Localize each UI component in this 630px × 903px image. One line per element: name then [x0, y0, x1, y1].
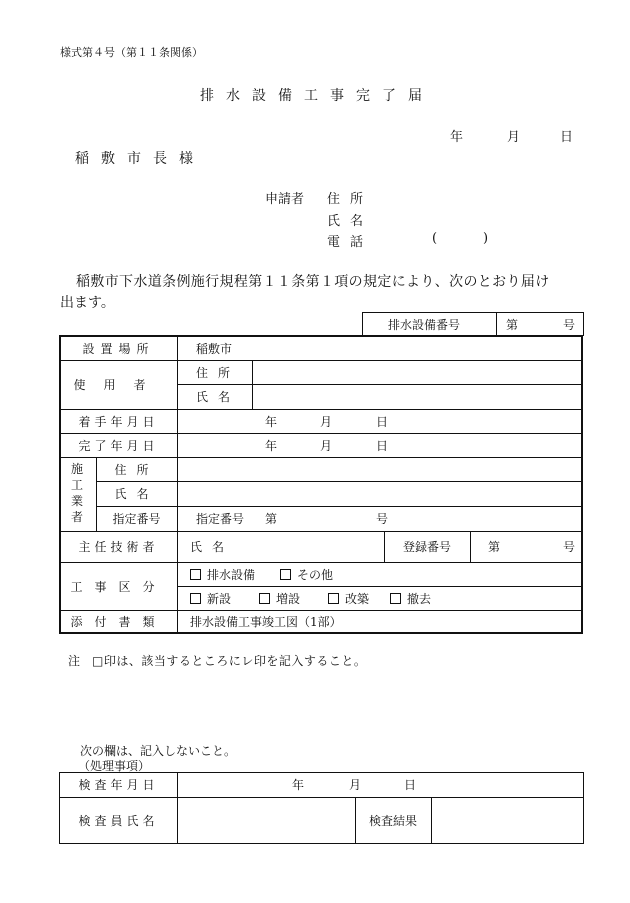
designated-number-suffix: 号 [376, 512, 389, 526]
work-type-option-drainage[interactable] [190, 562, 255, 586]
start-date-month: 月 [320, 414, 333, 429]
work-type-option-extension[interactable] [259, 586, 300, 610]
work-type-option-removal[interactable] [390, 586, 431, 610]
location-label: 設置場所 [82, 341, 155, 356]
contractor-address-field[interactable] [178, 457, 583, 481]
drainage-number-label: 排水設備番号 [388, 317, 461, 332]
applicant-label: 申請者 [265, 192, 305, 207]
chief-name-label: 氏名 [190, 540, 235, 554]
inspection-date-year: 年 [292, 778, 305, 792]
end-date-month: 月 [320, 438, 333, 453]
chief-engineer-label: 主任技術者 [78, 540, 159, 554]
contractor-label: 施工業者 [70, 462, 83, 524]
applicant-phone-label: 電話 [327, 235, 374, 250]
user-name-label: 氏名 [196, 390, 241, 404]
inspector-name-label: 検査員氏名 [78, 814, 159, 828]
user-address-field[interactable] [253, 360, 583, 384]
note-prefix: 注 [68, 654, 81, 668]
option-label: 増設 [276, 591, 301, 606]
attachments-label: 添付書類 [70, 615, 167, 629]
inspection-result-label: 検査結果 [368, 814, 417, 828]
checkbox-icon[interactable] [280, 569, 291, 580]
inspection-date-month: 月 [349, 778, 362, 792]
contractor-address-label: 住所 [114, 462, 159, 477]
note-text: □印は、該当するところにレ印を記入すること。 [92, 654, 367, 668]
option-label: 撤去 [407, 591, 432, 606]
checkbox-icon[interactable] [190, 593, 201, 604]
option-label: 改築 [345, 591, 370, 606]
date-day-label: 日 [560, 130, 574, 145]
start-date-day: 日 [376, 414, 389, 429]
checkbox-icon[interactable] [190, 569, 201, 580]
inspection-date-label: 検査年月日 [78, 778, 159, 792]
option-label: 新設 [207, 591, 232, 606]
drainage-number-prefix: 第 [506, 317, 519, 332]
end-date-year: 年 [265, 438, 278, 453]
end-date-day: 日 [376, 438, 389, 453]
registration-suffix: 号 [563, 540, 576, 554]
option-label: 排水設備 [207, 567, 256, 582]
office-instruction: 次の欄は、記入しないこと。 [80, 744, 237, 758]
work-type-option-other[interactable] [280, 562, 333, 586]
designated-number-prefix: 第 [265, 512, 278, 526]
location-value: 稲敷市 [196, 341, 233, 356]
checkbox-icon[interactable] [259, 593, 270, 604]
inspection-result-field[interactable] [432, 797, 583, 844]
user-name-field[interactable] [253, 384, 583, 409]
page-title: 排水設備工事完了届 [200, 88, 434, 104]
inspection-date-day: 日 [404, 778, 417, 792]
checkbox-icon[interactable] [390, 593, 401, 604]
user-address-label: 住所 [196, 365, 241, 380]
start-date-year: 年 [265, 414, 278, 429]
designated-number-label: 指定番号 [112, 512, 161, 526]
work-type-option-rebuild[interactable] [328, 586, 369, 610]
work-type-label: 工事区分 [70, 579, 167, 594]
registration-prefix: 第 [488, 540, 501, 554]
end-date-label: 完了年月日 [78, 438, 159, 453]
designated-number-value-label: 指定番号 [196, 512, 245, 526]
office-subtitle: （処理事項） [78, 759, 151, 773]
body-text-line2: 出ます。 [60, 295, 115, 311]
addressee: 稲敷市長様 [75, 151, 205, 167]
applicant-name-label: 氏名 [327, 214, 374, 229]
inspector-name-field[interactable] [178, 797, 355, 844]
option-label: その他 [297, 567, 334, 582]
contractor-name-field[interactable] [178, 481, 583, 506]
phone-paren-open: ( [432, 231, 438, 246]
phone-paren-close: ) [483, 231, 489, 246]
registration-number-label: 登録番号 [402, 540, 451, 554]
applicant-address-label: 住所 [327, 192, 374, 207]
form-number: 様式第４号（第１１条関係） [60, 46, 203, 59]
body-text-line1: 稲敷市下水道条例施行規程第１１条第１項の規定により、次のとおり届け [76, 274, 550, 290]
date-month-label: 月 [507, 130, 521, 145]
date-year-label: 年 [450, 130, 464, 145]
drainage-number-suffix: 号 [563, 317, 576, 332]
contractor-name-label: 氏名 [114, 487, 159, 501]
user-label: 使用者 [73, 378, 164, 392]
attachments-value: 排水設備工事竣工図（1部） [190, 615, 342, 629]
checkbox-icon[interactable] [328, 593, 339, 604]
start-date-label: 着手年月日 [78, 414, 159, 429]
work-type-option-new[interactable] [190, 586, 231, 610]
